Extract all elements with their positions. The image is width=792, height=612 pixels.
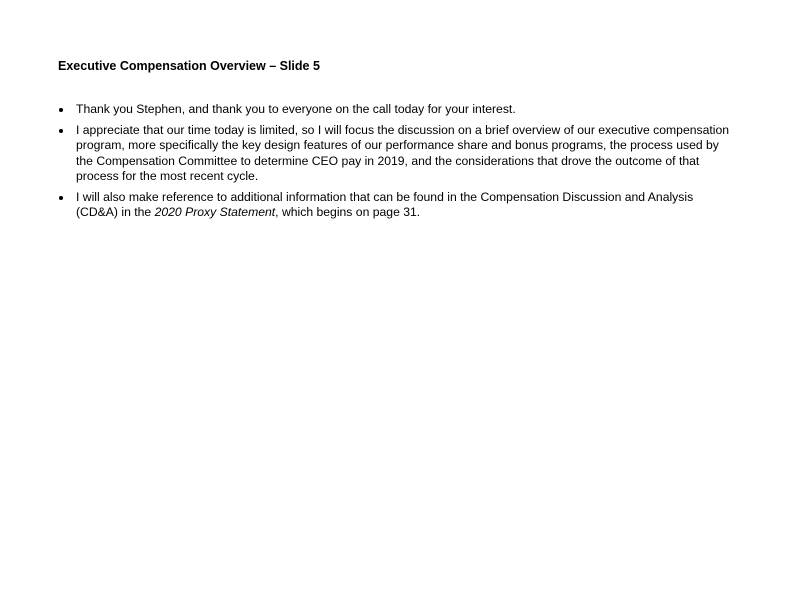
bullet-text-after: , which begins on page 31. [275,205,421,220]
bullet-dot-icon [59,108,63,112]
page-title: Executive Compensation Overview – Slide 5 [58,59,320,73]
proxy-statement-title: 2020 Proxy Statement [154,205,276,220]
bullet-item-overview [58,123,734,184]
bullet-text-before: I will also make reference to additional information that can be found in the Compensation Discussion and Analysis (CD&A) in the [76,190,694,220]
bullet-text: Thank you Stephen, and thank you to everyone on the call today for your interest. [76,102,516,116]
bullet-text: I appreciate that our time today is limited, so I will focus the discussion on a brief overview of our executive compensation program, more specifically the key design features of our performance share and bonus programs, the process used by the Compensation Committee to determine CEO pay in 2019, and the considerations that drove the outcome of that process for the most recent cycle. [76,123,730,183]
bullet-dot-icon [59,129,63,133]
bullet-item-reference [58,190,734,220]
bullet-list [58,102,734,226]
bullet-dot-icon [59,196,63,200]
bullet-item-thanks [58,102,734,117]
